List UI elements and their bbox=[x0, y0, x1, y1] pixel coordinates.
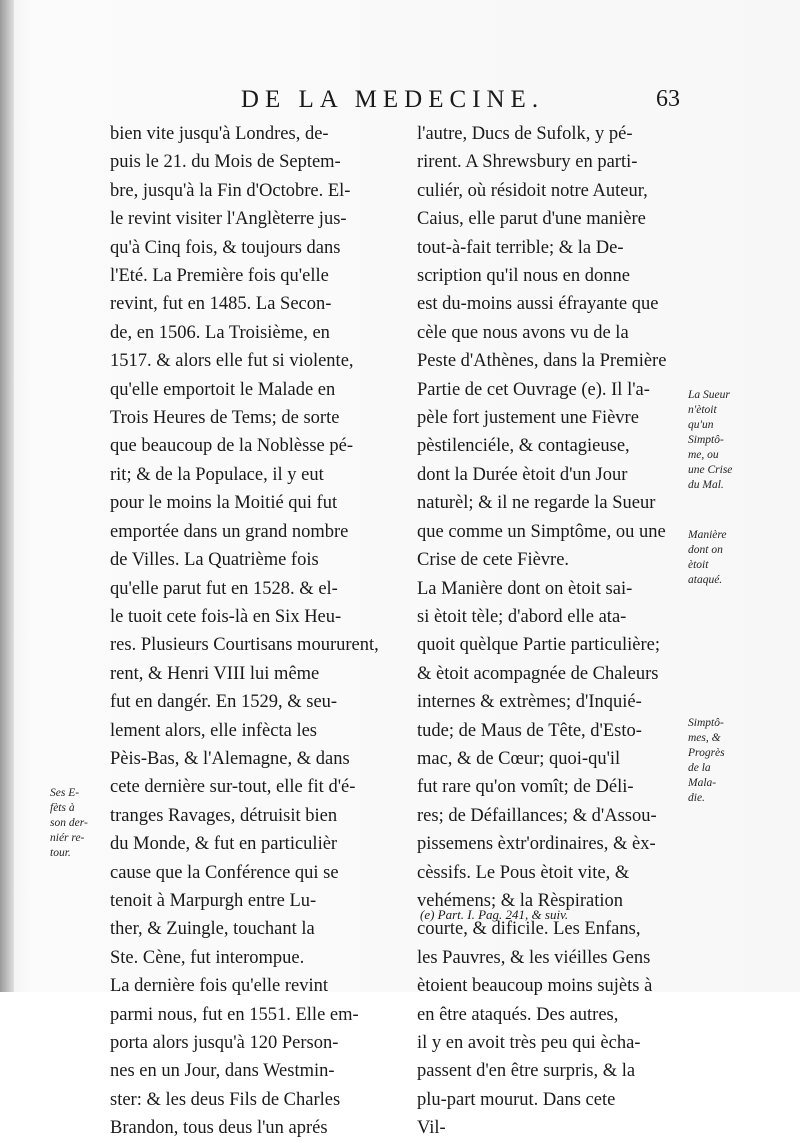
text-line: & ètoit acompagnée de Chaleurs bbox=[417, 663, 659, 684]
text-line: tranges Ravages, détruisit bien bbox=[110, 805, 338, 826]
text-line: passent d'en être surpris, & la bbox=[417, 1061, 636, 1082]
margin-note-line: mes, & bbox=[688, 732, 721, 744]
text-line: si ètoit tèle; d'abord elle ata- bbox=[417, 606, 627, 627]
margin-note-right-simptomes bbox=[688, 716, 768, 806]
text-line: l'autre, Ducs de Sufolk, y pé- bbox=[417, 124, 633, 144]
text-line: les Pauvres, & les viéilles Gens bbox=[417, 947, 651, 968]
margin-note-line: de la bbox=[688, 762, 711, 774]
text-line: pèle fort justement une Fièvre bbox=[417, 408, 639, 429]
text-line: plu-part mourut. Dans cete bbox=[417, 1089, 616, 1110]
text-line: tout-à-fait terrible; & la De- bbox=[417, 237, 624, 258]
text-line: bre, jusqu'à la Fin d'Octobre. El- bbox=[110, 180, 351, 201]
text-line: fut en dangér. En 1529, & seu- bbox=[110, 692, 338, 713]
margin-note-line: tour. bbox=[50, 847, 71, 859]
margin-note-line: Ses E- bbox=[50, 787, 80, 799]
text-line: vehémens; & la Rèspiration bbox=[417, 890, 624, 911]
text-line: quoit quèlque Partie particulière; bbox=[417, 635, 660, 656]
page-number: 63 bbox=[656, 86, 680, 112]
text-line: bien vite jusqu'à Londres, de- bbox=[110, 124, 329, 144]
text-line: dont la Durée ètoit d'un Jour bbox=[417, 464, 628, 485]
text-line: mac, & de Cœur; quoi-qu'il bbox=[417, 748, 621, 769]
text-line: Trois Heures de Tems; de sorte bbox=[110, 408, 340, 429]
footnote: (e) Part. I. Pag. 241, & suiv. bbox=[420, 907, 569, 922]
text-line: qu'elle parut fut en 1528. & el- bbox=[110, 578, 338, 599]
margin-note-line: Simptô- bbox=[688, 717, 724, 729]
margin-note-line: Manière bbox=[688, 529, 727, 541]
margin-note-line: fèts à bbox=[50, 802, 75, 814]
text-line: cèssifs. Le Pous ètoit vite, & bbox=[417, 862, 630, 883]
margin-note-line: son der- bbox=[50, 817, 88, 829]
margin-note-line: ataqué. bbox=[688, 574, 723, 586]
margin-note-left bbox=[50, 786, 106, 861]
text-line: Peste d'Athènes, dans la Première bbox=[417, 351, 667, 372]
text-line: internes & extrèmes; d'Inquié- bbox=[417, 692, 642, 713]
right-text-column bbox=[417, 120, 681, 1143]
text-line: revint, fut en 1485. La Secon- bbox=[110, 294, 332, 315]
margin-note-line: du Mal. bbox=[688, 479, 724, 491]
margin-note-right-sueur bbox=[688, 388, 768, 493]
margin-note-line: die. bbox=[688, 792, 705, 804]
text-line: ther, & Zuingle, touchant la bbox=[110, 919, 315, 940]
text-line: pissemens èxtr'ordinaires, & èx- bbox=[417, 834, 656, 855]
text-line: rent, & Henri VIII lui même bbox=[110, 663, 320, 684]
text-line: de Villes. La Quatrième fois bbox=[110, 550, 319, 571]
text-line: tenoit à Marpurgh entre Lu- bbox=[110, 890, 317, 911]
margin-note-line: une Crise bbox=[688, 464, 733, 476]
text-line: rit; & de la Populace, il y eut bbox=[110, 464, 324, 485]
text-line: du Monde, & fut en particulièr bbox=[110, 834, 338, 855]
text-line: parmi nous, fut en 1551. Elle em- bbox=[110, 1004, 359, 1025]
text-line: est du-moins aussi éfrayante que bbox=[417, 294, 659, 315]
text-line: le tuoit cete fois-là en Six Heu- bbox=[110, 606, 342, 627]
text-line: le revint visiter l'Anglèterre jus- bbox=[110, 209, 347, 230]
text-line: emportée dans un grand nombre bbox=[110, 521, 349, 542]
text-line: Caius, elle parut d'une manière bbox=[417, 209, 646, 230]
text-line: nes en un Jour, dans Westmin- bbox=[110, 1061, 335, 1082]
text-line: cèle que nous avons vu de la bbox=[417, 322, 629, 343]
text-line: tude; de Maus de Tête, d'Esto- bbox=[417, 720, 642, 741]
margin-note-line: n'ètoit bbox=[688, 404, 717, 416]
text-line: Crise de cete Fièvre. bbox=[417, 550, 570, 571]
book-spine-shadow bbox=[0, 0, 14, 992]
text-line: qu'à Cinq fois, & toujours dans bbox=[110, 237, 341, 258]
text-line: naturèl; & il ne regarde la Sueur bbox=[417, 493, 656, 514]
text-line: courte, & dificile. Les Enfans, bbox=[417, 919, 641, 940]
text-line: culiér, où résidoit notre Auteur, bbox=[417, 180, 648, 201]
text-line: l'Eté. La Première fois qu'elle bbox=[110, 266, 329, 287]
text-line: que beaucoup de la Noblèsse pé- bbox=[110, 436, 353, 457]
text-line: pèstilenciéle, & contagieuse, bbox=[417, 436, 630, 457]
left-text-column bbox=[110, 120, 385, 1143]
text-line: rirent. A Shrewsbury en parti- bbox=[417, 152, 638, 173]
margin-note-line: Progrès bbox=[688, 747, 725, 759]
text-line: que comme un Simptôme, ou une bbox=[417, 521, 666, 542]
text-line: La Manière dont on ètoit sai- bbox=[417, 578, 633, 599]
text-line: scription qu'il nous en donne bbox=[417, 266, 630, 287]
margin-note-line: qu'un bbox=[688, 419, 714, 431]
text-line: cause que la Conférence qui se bbox=[110, 862, 339, 883]
text-line: 1517. & alors elle fut si violente, bbox=[110, 351, 354, 372]
text-line: res; de Défaillances; & d'Assou- bbox=[417, 805, 657, 826]
text-line: porta alors jusqu'à 120 Person- bbox=[110, 1033, 339, 1053]
margin-note-right-maniere bbox=[688, 528, 768, 588]
margin-note-line: me, ou bbox=[688, 449, 719, 461]
running-title: DE LA MEDECINE. bbox=[240, 86, 545, 113]
margin-note-line: Simptô- bbox=[688, 434, 724, 446]
text-line: Partie de cet Ouvrage (e). Il l'a- bbox=[417, 379, 650, 400]
text-line: ètoient beaucoup moins sujèts à bbox=[417, 976, 653, 997]
margin-note-line: ètoit bbox=[688, 559, 709, 571]
margin-note-line: niér re- bbox=[50, 832, 85, 844]
text-line: Ste. Cène, fut interompue. bbox=[110, 947, 305, 968]
text-line: en être ataqués. Des autres, bbox=[417, 1004, 619, 1025]
text-line: Vil- bbox=[417, 1118, 446, 1139]
text-line: il y en avoit très peu qui ècha- bbox=[417, 1033, 641, 1053]
text-line: de, en 1506. La Troisième, en bbox=[110, 322, 330, 343]
text-line: puis le 21. du Mois de Septem- bbox=[110, 152, 341, 173]
margin-note-line: dont on bbox=[688, 544, 723, 556]
text-line: ster: & les deus Fils de Charles bbox=[110, 1089, 341, 1110]
margin-note-line: Mala- bbox=[688, 777, 717, 789]
text-line: qu'elle emportoit le Malade en bbox=[110, 379, 336, 400]
text-line: cete dernière sur-tout, elle fit d'é- bbox=[110, 777, 356, 798]
text-line: pour le moins la Moitié qui fut bbox=[110, 493, 338, 514]
text-line: Brandon, tous deus l'un aprés bbox=[110, 1118, 328, 1139]
text-line: res. Plusieurs Courtisans moururent, bbox=[110, 635, 379, 656]
text-line: La dernière fois qu'elle revint bbox=[110, 976, 329, 997]
margin-note-line: La Sueur bbox=[688, 389, 730, 401]
text-line: fut rare qu'on vomît; de Déli- bbox=[417, 777, 634, 798]
text-line: Pèis-Bas, & l'Alemagne, & dans bbox=[110, 748, 350, 769]
text-line: lement alors, elle infècta les bbox=[110, 720, 318, 741]
